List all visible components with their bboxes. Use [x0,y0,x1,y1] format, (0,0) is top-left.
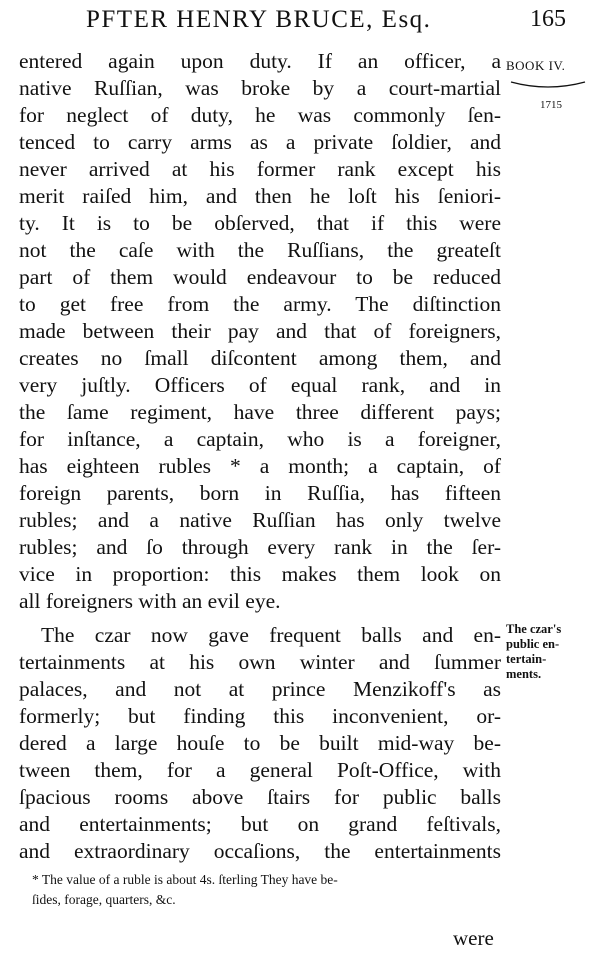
text-line: ty. It is to be obſerved, that if this were [19,211,501,235]
text-line: has eighteen rubles * a month; a captain, of [19,454,501,478]
text-line: rubles; and ſo through every rank in the ſer- [19,535,501,559]
text-line: to get free from the army. The diſtinction [19,292,501,316]
text-line: tertainments at his own winter and ſummer [19,650,501,674]
margin-note-year: 1715 [540,99,562,111]
text-line: foreign parents, born in Ruſſia, has fifteen [19,481,501,505]
margin-brace-ornament [510,80,586,90]
text-line: rubles; and a native Ruſſian has only twelve [19,508,501,532]
text-line-paragraph-end: all foreigners with an evil eye. [19,589,281,613]
text-line: the ſame regiment, have three different pays; [19,400,501,424]
text-line: part of them would endeavour to be reduced [19,265,501,289]
text-line-paragraph-start: The czar now gave frequent balls and en- [41,623,501,647]
text-line: for neglect of duty, he was commonly ſen- [19,103,501,127]
margin-note-line: The czar's [506,622,562,636]
text-line: very juſtly. Officers of equal rank, and in [19,373,501,397]
footnote [32,870,504,910]
text-line: not the caſe with the Ruſſians, the greateſt [19,238,501,262]
text-line: and entertainments; but on grand feſtivals, [19,812,501,836]
text-line: palaces, and not at prince Menzikoff's as [19,677,501,701]
page-number: 165 [530,6,566,32]
text-line: tween them, for a general Poſt-Office, with [19,758,501,782]
text-line: made between their pay and that of foreigners, [19,319,501,343]
text-line: creates no ſmall diſcontent among them, and [19,346,501,370]
margin-note-czar-entertainments [506,622,561,682]
margin-note-line: ments. [506,667,542,681]
text-line: dered a large houſe to be built mid-way be- [19,731,501,755]
paragraph-break [19,615,501,622]
page-header [0,6,594,36]
running-head: PFTER HENRY BRUCE, Esq. [86,6,432,33]
footnote-line: ſides, forage, quarters, &c. [32,892,176,907]
text-line: vice in proportion: this makes them look on [19,562,501,586]
text-line: ſpacious rooms above ſtairs for public balls [19,785,501,809]
text-line: entered again upon duty. If an officer, a [19,49,501,73]
margin-note-line: tertain- [506,652,547,666]
text-line: formerly; but finding this inconvenient, or- [19,704,501,728]
text-line: for inſtance, a captain, who is a foreigner, [19,427,501,451]
margin-note-book: BOOK IV. [506,58,566,73]
text-line: native Ruſſian, was broke by a court-martial [19,76,501,100]
text-line: merit raiſed him, and then he loſt his ſeniori- [19,184,501,208]
text-line: and extraordinary occaſions, the entertainments [19,839,501,863]
text-line: never arrived at his former rank except his [19,157,501,181]
margin-note-line: public en- [506,637,560,651]
footnote-line: * The value of a ruble is about 4s. ſterling They have be- [32,872,338,887]
body-text [19,48,501,865]
catchword: were [453,926,494,950]
text-line: tenced to carry arms as a private ſoldier, and [19,130,501,154]
